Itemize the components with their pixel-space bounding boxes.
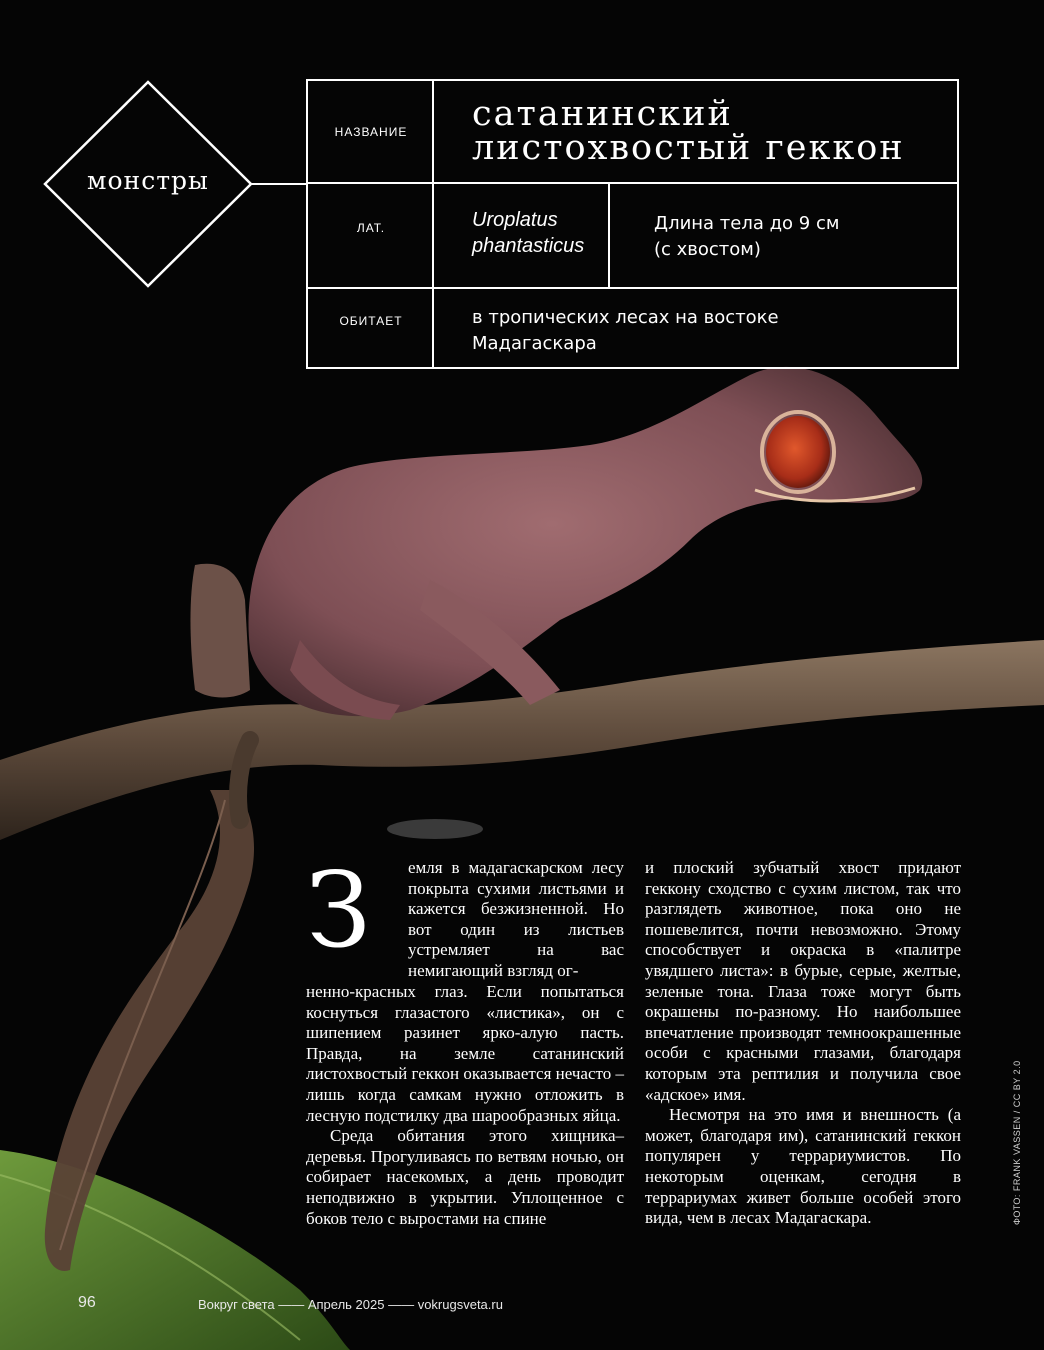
drop-cap: З [306,849,371,971]
body-length: Длина тела до 9 см (с хвостом) [654,213,840,260]
paragraph: и плоский зубчатый хвост придают геккону сходство с сухим листом, так что разглядеть животное, пока оно не пошевелится, почти невозможно. Этому способствует и окраска в «палитре увядшего листа»: в бурые, серые, желтые, зеленые тона. Глаза тоже могут быть окрашены по-разному. Но наибольшее впечатление производят темноокрашенные особи с красными глазами, благодаря которым эта рептилия и получила свое «адское» имя. [645,858,961,1104]
page-number: 96 [78,1294,96,1311]
species-name: сатанинский листохвостый геккон [472,94,905,168]
latin-name: Uroplatus phantasticus [472,209,585,257]
name-label: НАЗВАНИЕ [334,125,408,139]
section-badge: монстры [87,166,209,195]
article-lead: емля в мадагаскарском лесу покрыта сухими листьями и кажется безжизненной. Но вот один из листьев устремляет на вас немигающий взгляд ог- [408,858,624,980]
article-column-2 [645,858,961,1229]
species-info-table [306,79,959,369]
footer-line: Вокруг света —— Апрель 2025 —— vokrugsveta.ru [198,1297,503,1312]
paragraph: Среда обитания этого хищника–деревья. Прогуливаясь по ветвям ночью, он собирает насекомых, а день проводит неподвижно в укрытии. Уплощенное с боков тело с выростами на спине [306,1126,624,1228]
photo-credit: ФОТО: FRANK VASSEN / CC BY 2.0 [1012,1060,1022,1225]
article-column-1 [306,982,624,1229]
paragraph: ненно-красных глаз. Если попытаться коснуться глазастого «листика», он с шипением разинет ярко-алую пасть. Правда, на земле сатанинский листохвостый геккон оказывается нечасто – лишь когда самкам нужно отложить в лесную подстилку два шарообразных яйца. [306,982,624,1125]
latin-label: ЛАТ. [356,221,386,235]
habitat: в тропических лесах на востоке Мадагаскара [472,307,779,354]
paragraph: Несмотря на это имя и внешность (а может, благодаря им), сатанинский геккон популярен у террариумистов. По некоторым оценкам, сегодня в террариумах живет больше особей этого вида, чем в лесах Мадагаскара. [645,1105,961,1228]
habitat-label: ОБИТАЕТ [339,314,403,328]
